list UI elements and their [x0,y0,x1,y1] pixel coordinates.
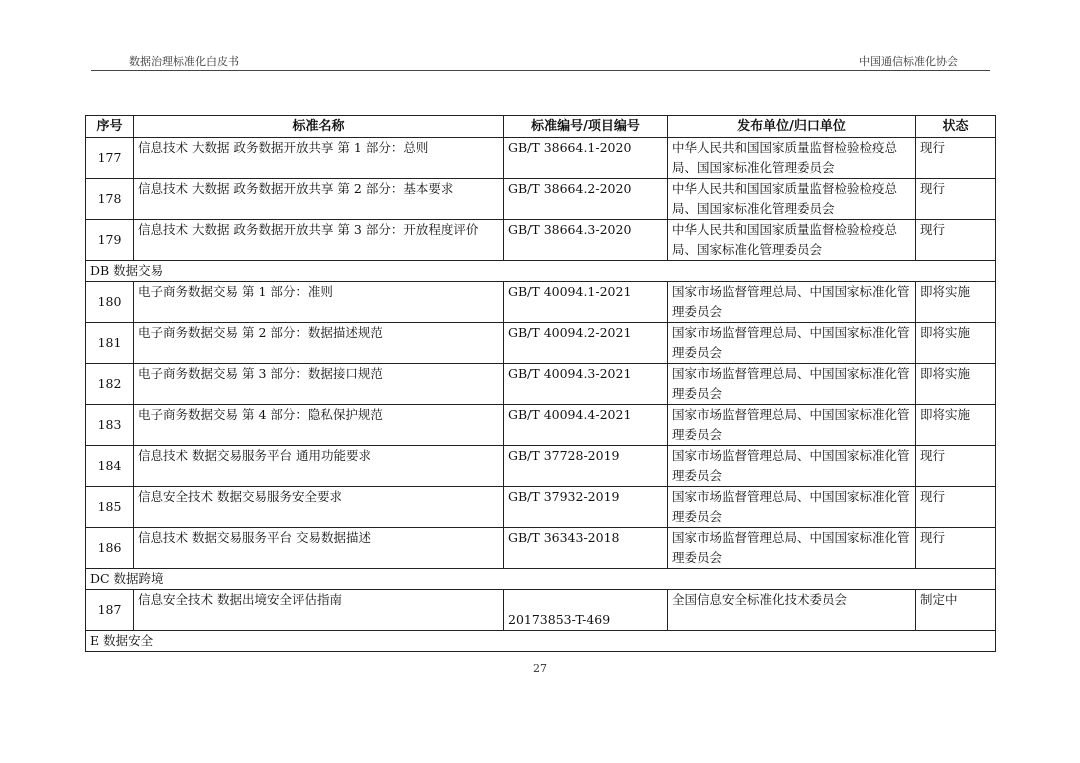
section-label: DB 数据交易 [86,261,996,282]
cell-name: 电子商务数据交易 第 1 部分：准则 [134,282,504,323]
header-rule [91,70,990,71]
cell-code: GB/T 40094.4-2021 [504,405,668,446]
cell-status: 即将实施 [916,282,996,323]
table-row [86,138,996,179]
table-row [86,446,996,487]
cell-no: 184 [86,446,134,487]
cell-status: 制定中 [916,590,996,631]
cell-code: GB/T 36343-2018 [504,528,668,569]
header-organization: 中国通信标准化协会 [859,55,958,68]
cell-publisher: 中华人民共和国国家质量监督检验检疫总局、国国家标准化管理委员会 [668,138,916,179]
cell-publisher: 国家市场监督管理总局、中国国家标准化管理委员会 [668,487,916,528]
column-header-no: 序号 [86,116,134,138]
cell-status: 现行 [916,220,996,261]
cell-no: 181 [86,323,134,364]
cell-publisher: 国家市场监督管理总局、中国国家标准化管理委员会 [668,323,916,364]
cell-name: 信息安全技术 数据出境安全评估指南 [134,590,504,631]
cell-name: 信息技术 大数据 政务数据开放共享 第 2 部分：基本要求 [134,179,504,220]
cell-publisher: 国家市场监督管理总局、中国国家标准化管理委员会 [668,528,916,569]
section-row [86,261,996,282]
table-row [86,323,996,364]
cell-status: 即将实施 [916,405,996,446]
cell-publisher: 国家市场监督管理总局、中国国家标准化管理委员会 [668,446,916,487]
header-document-title: 数据治理标准化白皮书 [129,55,239,68]
cell-name: 信息技术 大数据 政务数据开放共享 第 3 部分：开放程度评价 [134,220,504,261]
section-label: DC 数据跨境 [86,569,996,590]
cell-no: 179 [86,220,134,261]
cell-no: 180 [86,282,134,323]
cell-status: 现行 [916,528,996,569]
table-row [86,220,996,261]
table-row [86,487,996,528]
cell-code: 20173853-T-469 [504,590,668,631]
cell-publisher: 国家市场监督管理总局、中国国家标准化管理委员会 [668,405,916,446]
cell-publisher: 中华人民共和国国家质量监督检验检疫总局、国国家标准化管理委员会 [668,179,916,220]
cell-code: GB/T 37932-2019 [504,487,668,528]
cell-status: 现行 [916,138,996,179]
cell-name: 电子商务数据交易 第 2 部分：数据描述规范 [134,323,504,364]
cell-name: 信息技术 数据交易服务平台 交易数据描述 [134,528,504,569]
cell-status: 现行 [916,487,996,528]
cell-code: GB/T 40094.2-2021 [504,323,668,364]
cell-code: GB/T 38664.3-2020 [504,220,668,261]
cell-code: GB/T 40094.1-2021 [504,282,668,323]
cell-no: 186 [86,528,134,569]
cell-code: GB/T 37728-2019 [504,446,668,487]
column-header-status: 状态 [916,116,996,138]
table-row [86,282,996,323]
cell-status: 即将实施 [916,364,996,405]
cell-name: 信息技术 数据交易服务平台 通用功能要求 [134,446,504,487]
cell-name: 电子商务数据交易 第 3 部分：数据接口规范 [134,364,504,405]
cell-no: 185 [86,487,134,528]
cell-name: 电子商务数据交易 第 4 部分：隐私保护规范 [134,405,504,446]
cell-no: 183 [86,405,134,446]
cell-status: 现行 [916,179,996,220]
table-row [86,364,996,405]
column-header-code: 标准编号/项目编号 [504,116,668,138]
table-row [86,590,996,631]
standards-table [85,115,996,652]
cell-no: 182 [86,364,134,405]
cell-publisher: 国家市场监督管理总局、中国国家标准化管理委员会 [668,364,916,405]
cell-no: 187 [86,590,134,631]
table-body [86,138,996,652]
cell-publisher: 国家市场监督管理总局、中国国家标准化管理委员会 [668,282,916,323]
cell-no: 178 [86,179,134,220]
section-label: E 数据安全 [86,631,996,652]
column-header-publisher: 发布单位/归口单位 [668,116,916,138]
table-row [86,528,996,569]
cell-status: 即将实施 [916,323,996,364]
table-header-row [86,116,996,138]
cell-code: GB/T 38664.2-2020 [504,179,668,220]
cell-code: GB/T 40094.3-2021 [504,364,668,405]
column-header-name: 标准名称 [134,116,504,138]
section-row [86,631,996,652]
cell-name: 信息安全技术 数据交易服务安全要求 [134,487,504,528]
section-row [86,569,996,590]
cell-publisher: 全国信息安全标准化技术委员会 [668,590,916,631]
cell-name: 信息技术 大数据 政务数据开放共享 第 1 部分：总则 [134,138,504,179]
table-row [86,405,996,446]
page-number: 27 [533,662,547,675]
cell-no: 177 [86,138,134,179]
cell-code: GB/T 38664.1-2020 [504,138,668,179]
cell-publisher: 中华人民共和国国家质量监督检验检疫总局、国家标准化管理委员会 [668,220,916,261]
cell-status: 现行 [916,446,996,487]
table-row [86,179,996,220]
